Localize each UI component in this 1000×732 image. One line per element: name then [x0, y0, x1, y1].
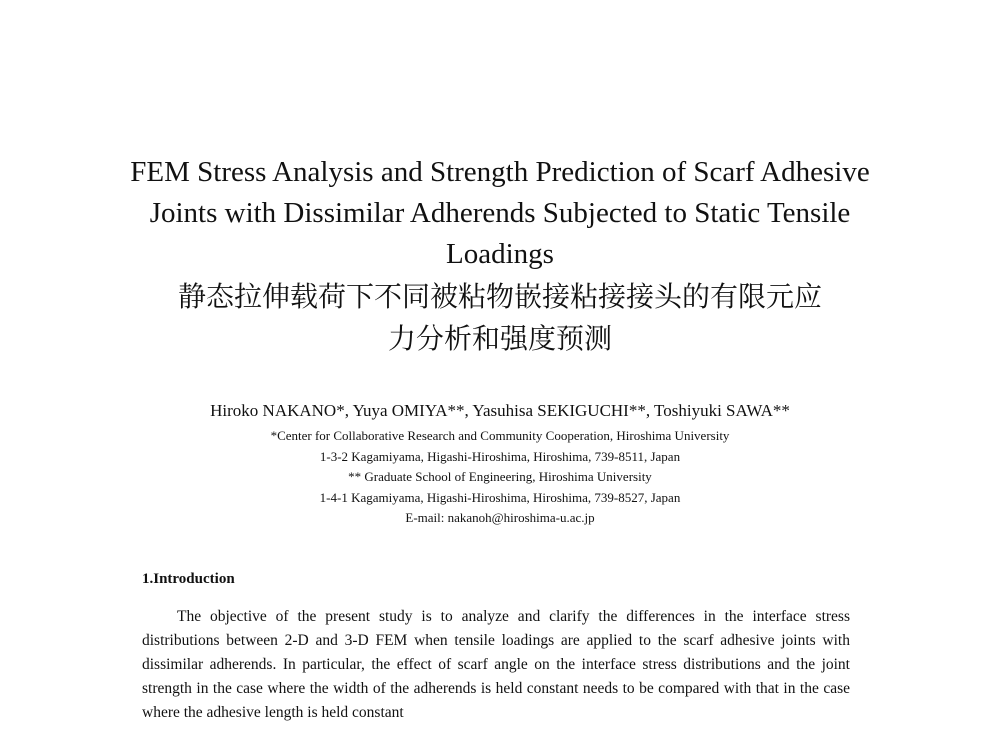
affiliation-block	[150, 426, 850, 529]
introduction-paragraph: The objective of the present study is to analyze and clarify the differences in the interface stress distributions between 2-D and 3-D FEM when tensile loadings are applied to the scarf adhesive joints with dissimilar adherends. In particular, the effect of scarf angle on the interface stress distributions and the joint strength in the case where the width of the adherends is held constant needs to be compared with that in the case where the adhesive length is held constant	[142, 608, 850, 721]
author-list: Hiroko NAKANO*, Yuya OMIYA**, Yasuhisa SEKIGUCHI**, Toshiyuki SAWA**	[210, 401, 790, 420]
paper-title-chinese-line1: 静态拉伸载荷下不同被粘物嵌接粘接接头的有限元应	[177, 280, 822, 313]
affiliation-address: 1-4-1 Kagamiyama, Higashi-Hiroshima, Hiroshima, 739-8527, Japan	[319, 489, 681, 505]
section-heading: 1.Introduction	[142, 571, 235, 587]
paper-title-english: FEM Stress Analysis and Strength Prediction of Scarf Adhesive Joints with Dissimilar Adherends Subjected to Static Tensile Loadings	[130, 156, 870, 270]
affiliation-line: *Center for Collaborative Research and Community Cooperation, Hiroshima University	[270, 428, 730, 443]
paper-title-chinese	[100, 276, 900, 360]
title-block	[100, 152, 900, 360]
paper-title-chinese-line2: 力分析和强度预测	[387, 322, 612, 355]
affiliation-line: ** Graduate School of Engineering, Hiroshima University	[348, 469, 652, 484]
affiliation-address: 1-3-2 Kagamiyama, Higashi-Hiroshima, Hiroshima, 739-8511, Japan	[319, 448, 681, 464]
contact-email: E-mail: nakanoh@hiroshima-u.ac.jp	[405, 510, 595, 525]
